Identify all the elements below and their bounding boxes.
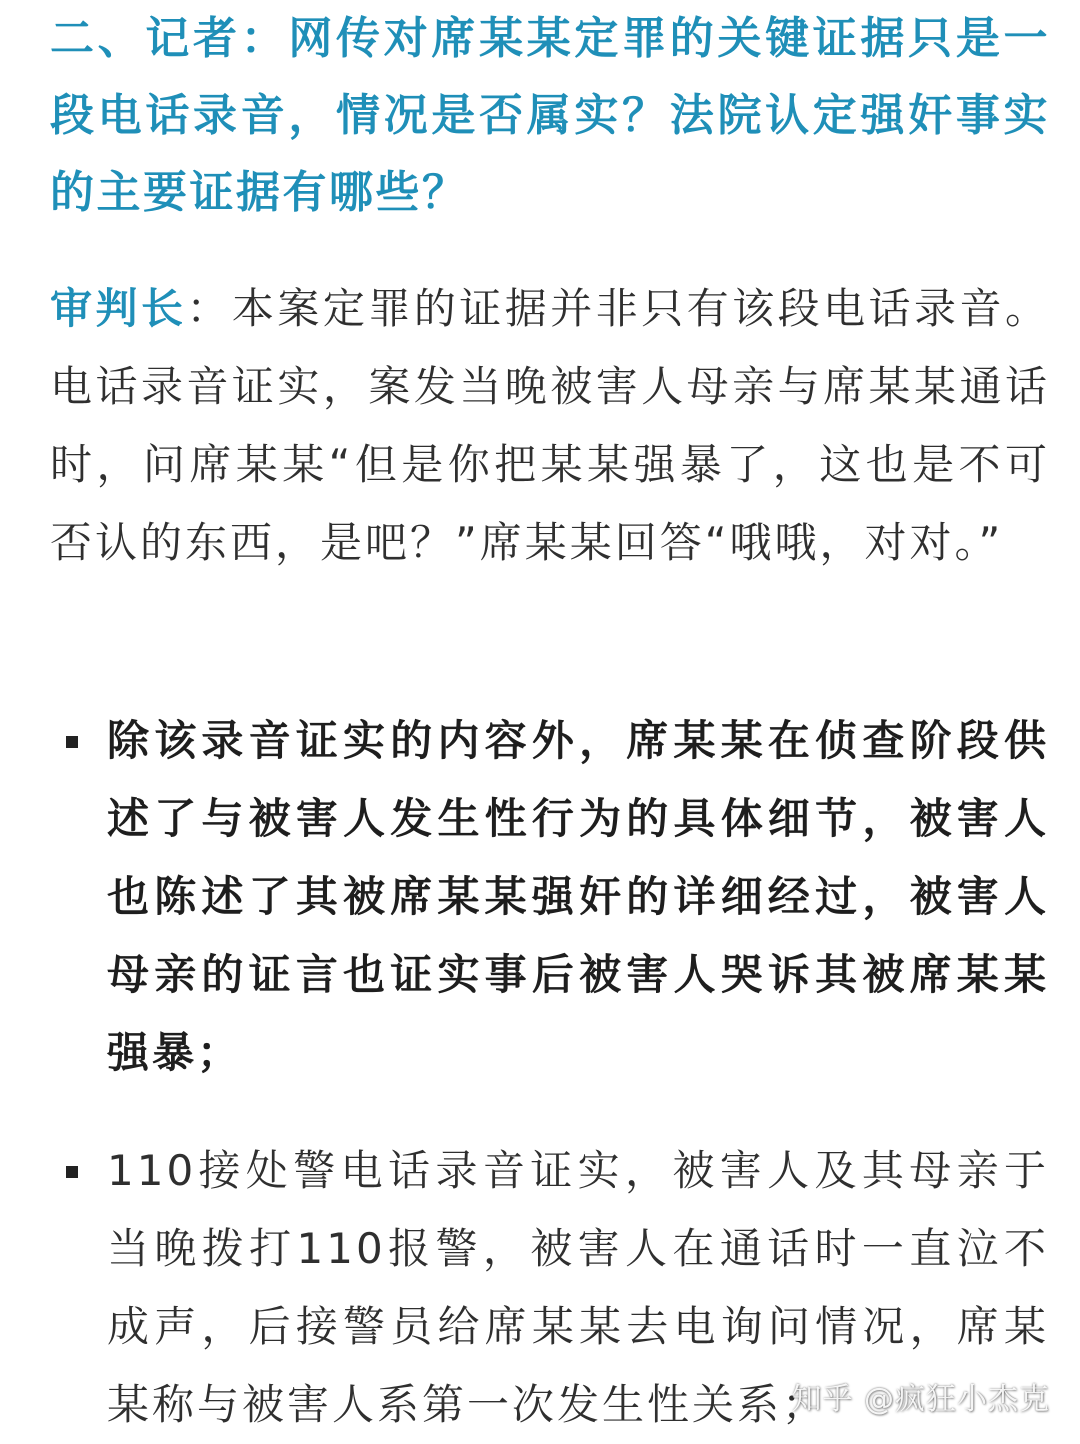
list-item: 除该录音证实的内容外，席某某在侦查阶段供述了与被害人发生性行为的具体细节，被害人也陈述了其被席某某强奸的详细经过，被害人母亲的证言也证实事后被害人哭诉其被席某某强暴； (107, 716, 1049, 1077)
speaker-colon: ： (186, 284, 232, 333)
question-heading: 二、记者：网传对席某某定罪的关键证据只是一段电话录音，情况是否属实？法院认定强奸事实的主要证据有哪些？ (50, 13, 1050, 218)
answer-paragraph (50, 270, 1050, 582)
speaker-label: 审判长 (50, 284, 187, 333)
answer-text: 本案定罪的证据并非只有该段电话录音。电话录音证实，案发当晚被害人母亲与席某某通话时，问席某某“但是你把某某强暴了，这也是不可否认的东西，是吧？”席某某回答“哦哦，对对。” (50, 284, 1050, 567)
bullet-square-icon (66, 1166, 78, 1178)
bullet-square-icon (66, 736, 78, 748)
list-item: 110接处警电话录音证实，被害人及其母亲于当晚拨打110报警，被害人在通话时一直泣不成声，后接警员给席某某去电询问情况，席某某称与被害人系第一次发生性关系； (107, 1146, 1049, 1429)
zhihu-watermark: 知乎 @疯狂小杰克 (791, 1382, 1050, 1417)
